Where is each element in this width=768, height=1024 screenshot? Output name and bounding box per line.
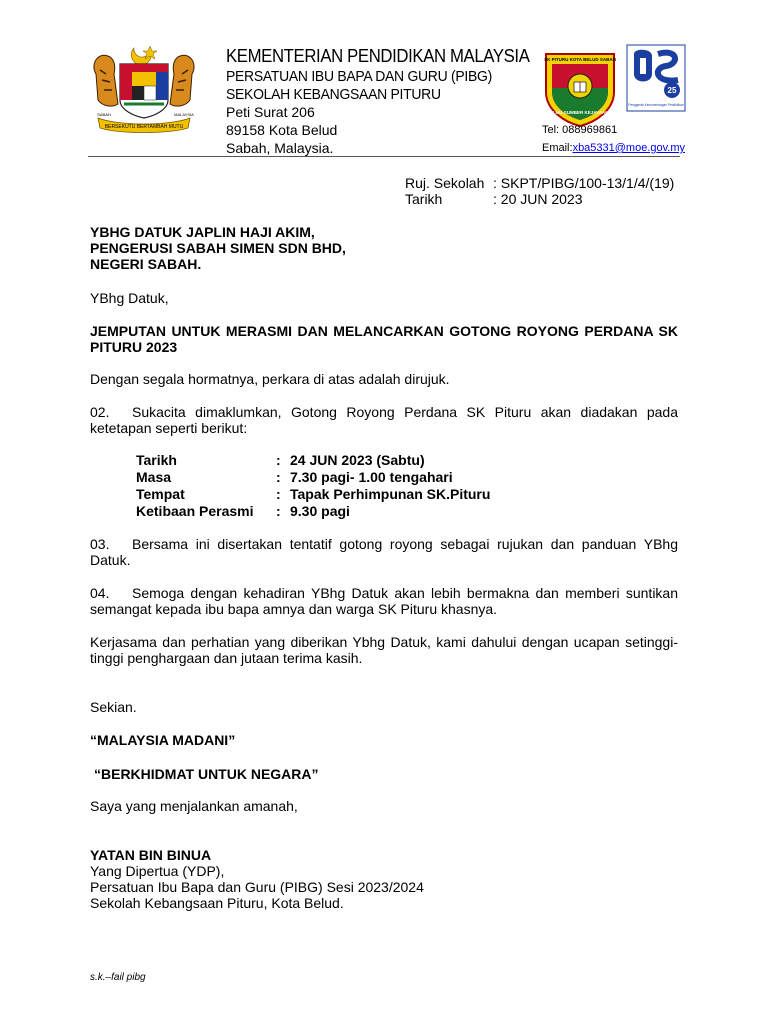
coat-of-arms-right-text: MALAYSIA [174,112,194,117]
paragraph-04 [90,585,678,617]
school-badge-logo [540,48,620,128]
letter-date [405,191,583,207]
sign-off: Saya yang menjalankan amanah, [90,798,298,814]
signatory-title-2: Persatuan Ibu Bapa dan Guru (PIBG) Sesi 2023/2024 [90,879,424,895]
recipient-position: PENGERUSI SABAH SIMEN SDN BHD, [90,240,346,256]
recipient-name: YBHG DATUK JAPLIN HAJI AKIM, [90,224,315,240]
salutation: YBhg Datuk, [90,290,169,306]
letterhead-divider [88,156,680,157]
reference-label: Ruj. Sekolah [405,175,485,191]
signatory-title-1: Yang Dipertua (YDP), [90,863,225,879]
event-details [136,452,490,520]
detail-separator: : [276,469,281,485]
association-name: PERSATUAN IBU BAPA DAN GURU (PIBG) [226,68,492,85]
coat-of-arms-motto: BERSEKUTU BERTAMBAH MUTU [104,124,184,130]
address-line-2: 89158 Kota Belud [226,122,338,138]
detail-label: Masa [136,469,172,485]
detail-value: 7.30 pagi- 1.00 tengahari [290,469,453,485]
paragraph-03 [90,536,678,568]
closing-paragraph: Kerjasama dan perhatian yang diberikan Ybhg Datuk, kami dahului dengan ucapan setinggi-tinggi penghargaan dan jutaan terima kasih. [90,634,678,666]
detail-label: Tempat [136,486,185,502]
subject-line: JEMPUTAN UNTUK MERASMI DAN MELANCARKAN GOTONG ROYONG PERDANA SK PITURU 2023 [90,323,678,355]
footnote: s.k.–fail pibg [90,972,146,983]
reference-number [405,175,674,191]
detail-separator: : [276,503,281,519]
school-badge-motto: ILMU SUMBER KEJAYAAN [551,110,609,115]
date-label: Tarikh [405,191,443,207]
detail-value: 9.30 pagi [290,503,350,519]
detail-value: Tapak Perhimpunan SK.Pituru [290,486,491,502]
email-link[interactable]: xba5331@moe.gov.my [572,142,686,154]
telephone: Tel: 088969861 [542,124,618,136]
paragraph-04-number: 04. [90,585,110,601]
pibg-logo [626,44,686,112]
pibg-logo-number: 25 [667,86,677,95]
paragraph-03-number: 03. [90,536,110,552]
paragraph-02-number: 02. [90,404,110,420]
address-line-3: Sabah, Malaysia. [226,140,334,156]
detail-label: Tarikh [136,452,177,468]
detail-row-arrival [136,503,490,520]
motto-berkhidmat: “BERKHIDMAT UNTUK NEGARA” [94,766,319,782]
email-label: Email: [542,142,573,154]
coat-of-arms-logo [88,44,200,136]
email-line [542,142,685,154]
reference-value: : SKPT/PIBG/100-13/1/4/(19) [493,175,675,191]
detail-row-date [136,452,490,469]
coat-of-arms-left-text: SABAH [97,112,111,117]
paragraph-02 [90,404,678,436]
address-line-1: Peti Surat 206 [226,104,315,120]
school-badge-top-text: SK PITURU KOTA BELUD SABAH [544,57,616,62]
pibg-logo-caption: Penggerak Kecemerlangan Pendidikan [628,103,684,107]
date-value: : 20 JUN 2023 [493,191,583,207]
paragraph-04-text: Semoga dengan kehadiran YBhg Datuk akan lebih bermakna dan memberi suntikan semangat kepada ibu bapa amnya dan warga SK Pituru khasnya. [90,585,678,617]
detail-value: 24 JUN 2023 (Sabtu) [290,452,425,468]
intro-paragraph: Dengan segala hormatnya, perkara di atas adalah dirujuk. [90,371,450,387]
paragraph-02-text: Sukacita dimaklumkan, Gotong Royong Perdana SK Pituru akan diadakan pada ketetapan seperti berikut: [90,404,678,436]
detail-separator: : [276,486,281,502]
signatory-title-3: Sekolah Kebangsaan Pituru, Kota Belud. [90,895,344,911]
school-name: SEKOLAH KEBANGSAAN PITURU [226,86,441,103]
signatory-name: YATAN BIN BINUA [90,847,212,863]
recipient-location: NEGERI SABAH. [90,256,202,272]
sekian: Sekian. [90,699,137,715]
detail-row-venue [136,486,490,503]
ministry-name: KEMENTERIAN PENDIDIKAN MALAYSIA [226,46,530,66]
detail-separator: : [276,452,281,468]
detail-label: Ketibaan Perasmi [136,503,254,519]
paragraph-03-text: Bersama ini disertakan tentatif gotong royong sebagai rujukan dan panduan YBhg Datuk. [90,536,678,568]
detail-row-time [136,469,490,486]
motto-malaysia-madani: “MALAYSIA MADANI” [90,732,236,748]
